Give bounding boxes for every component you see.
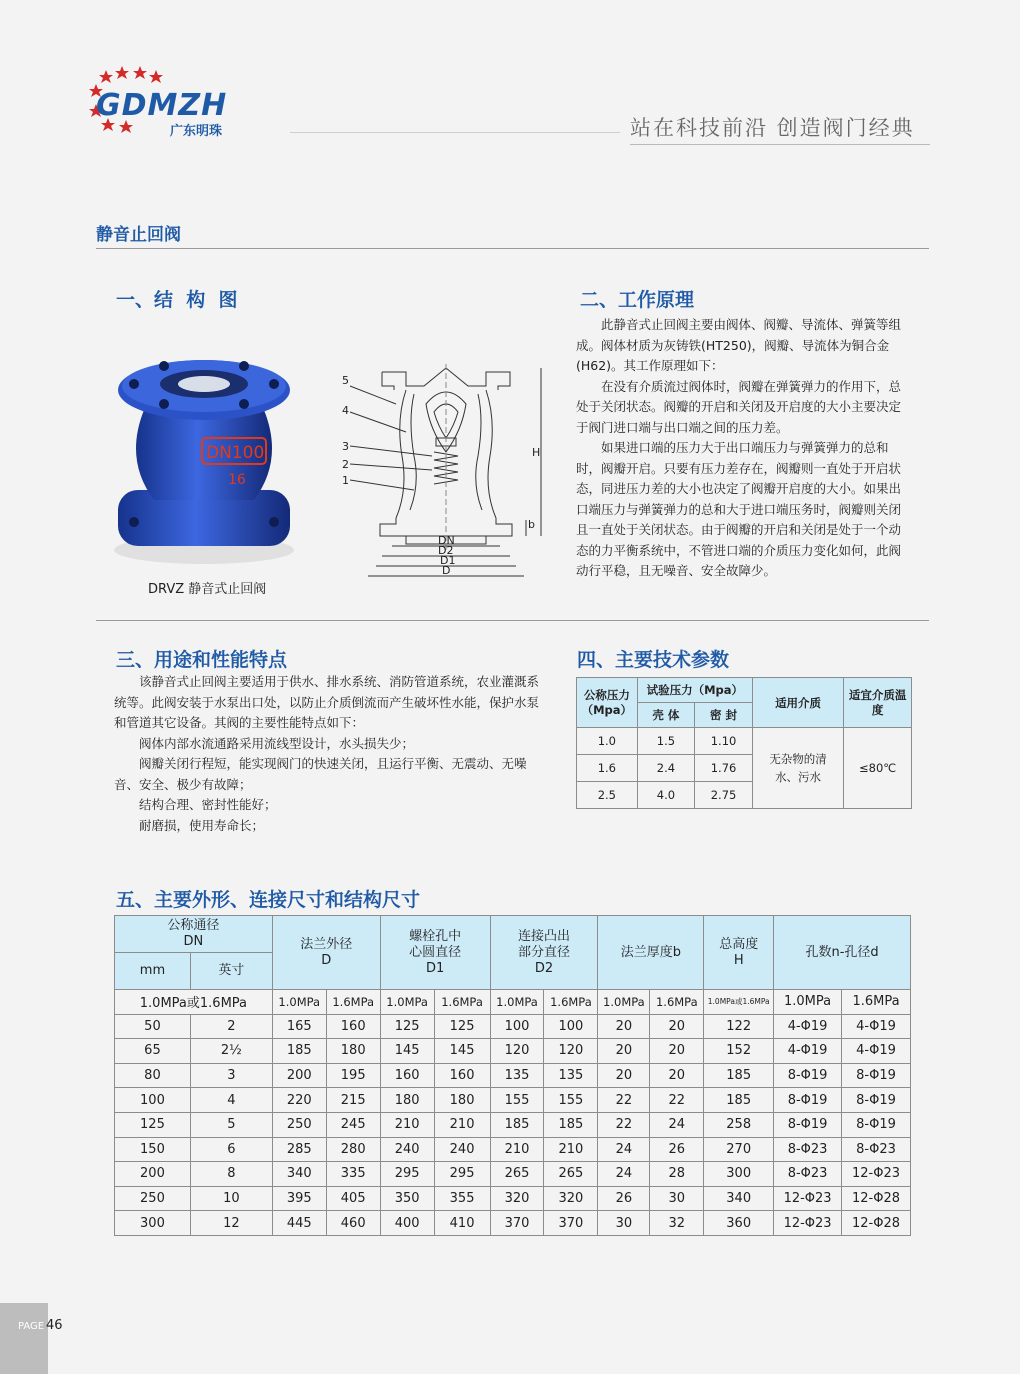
cell: 100 bbox=[115, 1088, 191, 1113]
diagram-label: 3 bbox=[342, 440, 349, 453]
photo-pn-mark: 16 bbox=[228, 472, 246, 488]
cell: 340 bbox=[704, 1186, 774, 1211]
cell: 12-Φ28 bbox=[842, 1211, 911, 1236]
cell: 185 bbox=[544, 1112, 598, 1137]
section2-heading: 二、工作原理 bbox=[580, 289, 695, 311]
cell: 240 bbox=[380, 1137, 434, 1162]
cell: 200 bbox=[115, 1162, 191, 1187]
cell: 200 bbox=[272, 1063, 326, 1088]
cell: 258 bbox=[704, 1112, 774, 1137]
cell: 8 bbox=[190, 1162, 272, 1187]
cell: 32 bbox=[650, 1211, 704, 1236]
cell: 2.4 bbox=[637, 755, 694, 782]
page-label: PAGE bbox=[18, 1321, 45, 1332]
cell: 8-Φ19 bbox=[774, 1088, 842, 1113]
cell: 12-Φ23 bbox=[774, 1186, 842, 1211]
cell: 350 bbox=[380, 1186, 434, 1211]
page-number: 46 bbox=[46, 1318, 63, 1333]
cell: 100 bbox=[490, 1014, 544, 1039]
cell: 355 bbox=[434, 1186, 490, 1211]
cell: 3 bbox=[190, 1063, 272, 1088]
cell: 270 bbox=[704, 1137, 774, 1162]
diagram-label: 2 bbox=[342, 458, 349, 471]
cell: 155 bbox=[544, 1088, 598, 1113]
cell: 240 bbox=[434, 1137, 490, 1162]
pressure-1.6: 1.6MPa bbox=[326, 990, 380, 1015]
cell: 410 bbox=[434, 1211, 490, 1236]
diagram-label: D bbox=[442, 564, 451, 577]
cell: 395 bbox=[272, 1186, 326, 1211]
cell: 370 bbox=[490, 1211, 544, 1236]
cell: 30 bbox=[650, 1186, 704, 1211]
cell: 65 bbox=[115, 1039, 191, 1064]
cell: 185 bbox=[490, 1112, 544, 1137]
cell: 160 bbox=[380, 1063, 434, 1088]
cell: 50 bbox=[115, 1014, 191, 1039]
cell: 250 bbox=[272, 1112, 326, 1137]
cell: 2.75 bbox=[695, 782, 753, 809]
paragraph: 该静音式止回阀主要适用于供水、排水系统、消防管道系统，农业灌溉系统等。此阀安装于水泵出口处，以防止介质倒流而产生破坏性水能，保护水泵和管道其它设备。其阀的主要性能特点如下： bbox=[114, 674, 540, 730]
cell: 8-Φ23 bbox=[774, 1162, 842, 1187]
cell: 4-Φ19 bbox=[842, 1014, 911, 1039]
medium-header: 适用介质 bbox=[752, 678, 843, 728]
paragraph: 此静音式止回阀主要由阀体、阀瓣、导流体、弹簧等组成。阀体材质为灰铸铁(HT250)，阀瓣、导流体为铜合金(H62)。其工作原理如下： bbox=[576, 317, 902, 373]
cell: 122 bbox=[704, 1014, 774, 1039]
paragraph: 结构合理、密封性能好； bbox=[139, 797, 277, 812]
cell: 445 bbox=[272, 1211, 326, 1236]
cell: 1.0 bbox=[577, 728, 638, 755]
table-row bbox=[115, 1186, 911, 1211]
paragraph: 耐磨损，使用寿命长； bbox=[139, 817, 265, 833]
table-row bbox=[115, 1014, 911, 1039]
dimensions-table bbox=[114, 915, 911, 1236]
h-header: 总高度H bbox=[704, 916, 774, 990]
cell: 320 bbox=[544, 1186, 598, 1211]
cell: 460 bbox=[326, 1211, 380, 1236]
cell: 220 bbox=[272, 1088, 326, 1113]
cell: 8-Φ23 bbox=[774, 1137, 842, 1162]
cell: 125 bbox=[380, 1014, 434, 1039]
cell: 185 bbox=[704, 1063, 774, 1088]
diagram-label: DN bbox=[438, 534, 455, 547]
cell: 145 bbox=[380, 1039, 434, 1064]
cell: 210 bbox=[490, 1137, 544, 1162]
section3-heading: 三、用途和性能特点 bbox=[116, 649, 288, 671]
cell: 120 bbox=[544, 1039, 598, 1064]
tech-params-table bbox=[576, 677, 912, 809]
pn-header-label: 公称压力 bbox=[583, 687, 630, 702]
cell: 135 bbox=[544, 1063, 598, 1088]
cell: 24 bbox=[650, 1112, 704, 1137]
cell: 8-Φ19 bbox=[774, 1063, 842, 1088]
cell: 180 bbox=[434, 1088, 490, 1113]
cell: 160 bbox=[434, 1063, 490, 1088]
table-row bbox=[115, 1211, 911, 1236]
pressure-1.0: 1.0MPa bbox=[272, 990, 326, 1015]
working-principle-text bbox=[576, 315, 912, 582]
diagram-label: 4 bbox=[342, 404, 349, 417]
cell: 210 bbox=[544, 1137, 598, 1162]
section4-heading: 四、主要技术参数 bbox=[577, 649, 730, 671]
table-row bbox=[115, 1112, 911, 1137]
cell: 1.76 bbox=[695, 755, 753, 782]
section-divider bbox=[96, 620, 929, 621]
cell: 160 bbox=[326, 1014, 380, 1039]
cell: 20 bbox=[650, 1014, 704, 1039]
pressure-1.0: 1.0MPa bbox=[380, 990, 434, 1015]
header-divider bbox=[290, 132, 620, 133]
cell: 165 bbox=[272, 1014, 326, 1039]
cell: 195 bbox=[326, 1063, 380, 1088]
cell: 8-Φ19 bbox=[842, 1088, 911, 1113]
cell: 370 bbox=[544, 1211, 598, 1236]
cell: 155 bbox=[490, 1088, 544, 1113]
slogan: 站在科技前沿 创造阀门经典 bbox=[630, 116, 915, 140]
cell: 4-Φ19 bbox=[842, 1039, 911, 1064]
cell: 20 bbox=[598, 1039, 650, 1064]
pressure-row bbox=[115, 990, 911, 1015]
cell: 245 bbox=[326, 1112, 380, 1137]
cell: 180 bbox=[380, 1088, 434, 1113]
cell: 80 bbox=[115, 1063, 191, 1088]
cell: 8-Φ19 bbox=[842, 1063, 911, 1088]
table-row bbox=[115, 1088, 911, 1113]
cell: 26 bbox=[650, 1137, 704, 1162]
cell: 4.0 bbox=[637, 782, 694, 809]
temp-header: 适宜介质温度 bbox=[844, 678, 912, 728]
cell: 8-Φ19 bbox=[842, 1112, 911, 1137]
cell: 1.6 bbox=[577, 755, 638, 782]
cell: 1.10 bbox=[695, 728, 753, 755]
inch-header: 英寸 bbox=[190, 953, 272, 990]
cell: 26 bbox=[598, 1186, 650, 1211]
pressure-1.6: 1.6MPa bbox=[650, 990, 704, 1015]
diagram-label: b bbox=[528, 518, 535, 531]
diagram-label: D2 bbox=[438, 544, 454, 557]
cell: 250 bbox=[115, 1186, 191, 1211]
section5-heading: 五、主要外形、连接尺寸和结构尺寸 bbox=[116, 889, 421, 911]
pressure-1.0: 1.0MPa bbox=[598, 990, 650, 1015]
diagram-label: D1 bbox=[440, 554, 456, 567]
table-row bbox=[115, 1063, 911, 1088]
cell: 12-Φ28 bbox=[842, 1186, 911, 1211]
cell: 185 bbox=[272, 1039, 326, 1064]
cell: 2 bbox=[190, 1014, 272, 1039]
cell: 285 bbox=[272, 1137, 326, 1162]
cell: 22 bbox=[650, 1088, 704, 1113]
cell: 22 bbox=[598, 1088, 650, 1113]
cell: 8-Φ23 bbox=[842, 1137, 911, 1162]
page-tab bbox=[0, 1303, 48, 1374]
cell: 405 bbox=[326, 1186, 380, 1211]
cell: 10 bbox=[190, 1186, 272, 1211]
cell: 295 bbox=[380, 1162, 434, 1187]
table-row bbox=[115, 1039, 911, 1064]
temp-value: ≤80℃ bbox=[844, 728, 912, 809]
cell: 24 bbox=[598, 1137, 650, 1162]
pressure-1.6: 1.6MPa bbox=[434, 990, 490, 1015]
cell: 28 bbox=[650, 1162, 704, 1187]
shell-header: 壳 体 bbox=[637, 703, 694, 728]
cell: 4-Φ19 bbox=[774, 1039, 842, 1064]
holes-header: 孔数n-孔径d bbox=[774, 916, 911, 990]
diagram-label: H bbox=[532, 446, 541, 459]
dn-pressure: 1.0MPa或1.6MPa bbox=[115, 990, 273, 1015]
photo-caption: DRVZ 静音式止回阀 bbox=[148, 582, 267, 597]
cell: 120 bbox=[490, 1039, 544, 1064]
cell: 20 bbox=[650, 1063, 704, 1088]
cell: 2½ bbox=[190, 1039, 272, 1064]
cell: 6 bbox=[190, 1137, 272, 1162]
pressure-1.0: 1.0MPa bbox=[774, 990, 842, 1015]
paragraph: 阀体内部水流通路采用流线型设计，水头损失少； bbox=[139, 735, 415, 751]
cell: 12 bbox=[190, 1211, 272, 1236]
cell: 210 bbox=[434, 1112, 490, 1137]
pressure-1.6: 1.6MPa bbox=[544, 990, 598, 1015]
cell: 4-Φ19 bbox=[774, 1014, 842, 1039]
pressure-1.0: 1.0MPa bbox=[490, 990, 544, 1015]
cell: 265 bbox=[544, 1162, 598, 1187]
pressure-1.6: 1.6MPa bbox=[842, 990, 911, 1015]
diagram-label: 1 bbox=[342, 474, 349, 487]
cell: 300 bbox=[115, 1211, 191, 1236]
cell: 4 bbox=[190, 1088, 272, 1113]
cell: 100 bbox=[544, 1014, 598, 1039]
cell: 20 bbox=[598, 1063, 650, 1088]
cell: 400 bbox=[380, 1211, 434, 1236]
table-row bbox=[115, 1137, 911, 1162]
mm-header: mm bbox=[115, 953, 191, 990]
medium-value: 无杂物的清水、污水 bbox=[752, 728, 843, 809]
logo-text: GDMZH bbox=[96, 88, 228, 123]
d1-header: 螺栓孔中心圆直径D1 bbox=[380, 916, 490, 990]
logo-subtitle: 广东明珠 bbox=[170, 124, 223, 139]
cell: 12-Φ23 bbox=[774, 1211, 842, 1236]
cell: 210 bbox=[380, 1112, 434, 1137]
cell: 5 bbox=[190, 1112, 272, 1137]
cell: 125 bbox=[115, 1112, 191, 1137]
dn-header: 公称通径DN bbox=[115, 916, 273, 953]
usage-features-text bbox=[114, 672, 550, 836]
paragraph: 在没有介质流过阀体时，阀瓣在弹簧弹力的作用下，总处于关闭状态。阀瓣的开启和关闭及开启度的大小主要决定于阀门进口端与出口端之间的压力差。 bbox=[576, 378, 902, 435]
cell: 24 bbox=[598, 1162, 650, 1187]
cell: 135 bbox=[490, 1063, 544, 1088]
cell: 20 bbox=[650, 1039, 704, 1064]
cell: 295 bbox=[434, 1162, 490, 1187]
title-divider bbox=[96, 248, 929, 249]
cell: 265 bbox=[490, 1162, 544, 1187]
cell: 8-Φ19 bbox=[774, 1112, 842, 1137]
cell: 12-Φ23 bbox=[842, 1162, 911, 1187]
pn-header-unit: （Mpa） bbox=[581, 702, 633, 717]
table-row bbox=[115, 1162, 911, 1187]
cell: 300 bbox=[704, 1162, 774, 1187]
cell: 20 bbox=[598, 1014, 650, 1039]
pn-header bbox=[577, 678, 638, 728]
cell: 335 bbox=[326, 1162, 380, 1187]
diagram-label: 5 bbox=[342, 374, 349, 387]
cell: 360 bbox=[704, 1211, 774, 1236]
b-header: 法兰厚度b bbox=[598, 916, 704, 990]
cell: 125 bbox=[434, 1014, 490, 1039]
table-row bbox=[577, 728, 912, 755]
cell: 22 bbox=[598, 1112, 650, 1137]
cell: 280 bbox=[326, 1137, 380, 1162]
cell: 180 bbox=[326, 1039, 380, 1064]
cell: 2.5 bbox=[577, 782, 638, 809]
section1-heading: 一、结 构 图 bbox=[116, 289, 238, 311]
cell: 215 bbox=[326, 1088, 380, 1113]
cell: 150 bbox=[115, 1137, 191, 1162]
cell: 30 bbox=[598, 1211, 650, 1236]
cell: 320 bbox=[490, 1186, 544, 1211]
d2-header: 连接凸出部分直径D2 bbox=[490, 916, 598, 990]
test-pressure-header: 试验压力（Mpa） bbox=[637, 678, 752, 703]
page-title: 静音止回阀 bbox=[96, 225, 181, 245]
photo-dn-mark: DN100 bbox=[206, 443, 265, 463]
cell: 340 bbox=[272, 1162, 326, 1187]
cell: 145 bbox=[434, 1039, 490, 1064]
structure-diagram bbox=[336, 360, 556, 586]
valve-photo bbox=[104, 350, 304, 570]
d-header: 法兰外径D bbox=[272, 916, 380, 990]
paragraph: 如果进口端的压力大于出口端压力与弹簧弹力的总和时，阀瓣开启。只要有压力差存在，阀瓣则一直处于开启状态，同进压力差的大小也决定了阀瓣开启度的大小。如果出口端压力与弹簧弹力的总和大于进口端压务时，阀瓣则关闭且一直处于关闭状态。由于阀瓣的开启和关闭是处于一个动态的力平衡系统中，不管进口端的介质压力变化如何，此阀动行平稳，且无噪音、安全故障少。 bbox=[576, 440, 902, 578]
cell: 185 bbox=[704, 1088, 774, 1113]
cell: 1.5 bbox=[637, 728, 694, 755]
paragraph: 阀瓣关闭行程短，能实现阀门的快速关闭，且运行平衡、无震动、无噪音、安全、极少有故障； bbox=[114, 756, 527, 792]
h-pressure: 1.0MPa或1.6MPa bbox=[704, 990, 774, 1015]
cell: 152 bbox=[704, 1039, 774, 1064]
seal-header: 密 封 bbox=[695, 703, 753, 728]
slogan-underline bbox=[630, 144, 930, 145]
